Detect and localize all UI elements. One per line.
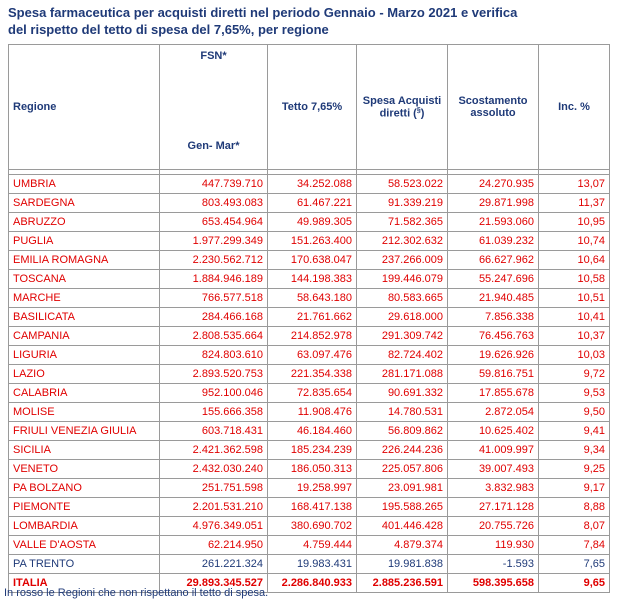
table-row xyxy=(9,327,610,346)
cell-scost: 39.007.493 xyxy=(448,460,539,479)
cell-fsn: 4.976.349.051 xyxy=(160,517,268,536)
cell-regione: UMBRIA xyxy=(9,175,160,194)
cell-spesa: 56.809.862 xyxy=(357,422,448,441)
cell-scost: 59.816.751 xyxy=(448,365,539,384)
cell-scost: 20.755.726 xyxy=(448,517,539,536)
table-row xyxy=(9,441,610,460)
cell-scost: 10.625.402 xyxy=(448,422,539,441)
cell-regione: VALLE D'AOSTA xyxy=(9,536,160,555)
table-row xyxy=(9,270,610,289)
table-row xyxy=(9,346,610,365)
table-row xyxy=(9,213,610,232)
cell-scost: 66.627.962 xyxy=(448,251,539,270)
cell-regione: PA TRENTO xyxy=(9,555,160,574)
cell-fsn: 2.230.562.712 xyxy=(160,251,268,270)
footnote: In rosso le Regioni che non rispettano il tetto di spesa. xyxy=(4,587,269,599)
cell-scost: 119.930 xyxy=(448,536,539,555)
header-spesa-line2: diretti (§) xyxy=(379,106,425,120)
cell-inc: 8,07 xyxy=(539,517,610,536)
cell-inc: 13,07 xyxy=(539,175,610,194)
cell-fsn: 62.214.950 xyxy=(160,536,268,555)
cell-fsn: 1.884.946.189 xyxy=(160,270,268,289)
table-row xyxy=(9,365,610,384)
cell-fsn: 261.221.324 xyxy=(160,555,268,574)
cell-regione: TOSCANA xyxy=(9,270,160,289)
cell-inc: 8,88 xyxy=(539,498,610,517)
header-spesa-line1: Spesa Acquisti xyxy=(362,94,442,107)
cell-spesa: 80.583.665 xyxy=(357,289,448,308)
cell-scost: 19.626.926 xyxy=(448,346,539,365)
cell-inc: 10,51 xyxy=(539,289,610,308)
cell-regione: MARCHE xyxy=(9,289,160,308)
cell-scost: 21.940.485 xyxy=(448,289,539,308)
cell-spesa: 90.691.332 xyxy=(357,384,448,403)
cell-scost: -1.593 xyxy=(448,555,539,574)
header-tetto: Tetto 7,65% xyxy=(268,45,357,170)
cell-spesa: 226.244.236 xyxy=(357,441,448,460)
cell-regione: EMILIA ROMAGNA xyxy=(9,251,160,270)
table-row xyxy=(9,289,610,308)
cell-tetto: 170.638.047 xyxy=(268,251,357,270)
header-regione: Regione xyxy=(9,45,160,170)
table-row xyxy=(9,555,610,574)
table-row xyxy=(9,460,610,479)
cell-inc: 9,50 xyxy=(539,403,610,422)
cell-fsn: 603.718.431 xyxy=(160,422,268,441)
cell-tetto: 19.258.997 xyxy=(268,479,357,498)
table-body xyxy=(9,175,610,593)
header-scost-line1: Scostamento xyxy=(458,95,528,107)
cell-fsn: 251.751.598 xyxy=(160,479,268,498)
cell-regione: VENETO xyxy=(9,460,160,479)
cell-spesa: 225.057.806 xyxy=(357,460,448,479)
total-inc: 9,65 xyxy=(539,574,610,593)
table-row xyxy=(9,232,610,251)
cell-tetto: 49.989.305 xyxy=(268,213,357,232)
cell-fsn: 2.421.362.598 xyxy=(160,441,268,460)
cell-inc: 9,34 xyxy=(539,441,610,460)
cell-regione: PIEMONTE xyxy=(9,498,160,517)
cell-tetto: 221.354.338 xyxy=(268,365,357,384)
table-row xyxy=(9,498,610,517)
cell-spesa: 401.446.428 xyxy=(357,517,448,536)
cell-scost: 24.270.935 xyxy=(448,175,539,194)
cell-regione: PUGLIA xyxy=(9,232,160,251)
cell-tetto: 34.252.088 xyxy=(268,175,357,194)
table-row xyxy=(9,422,610,441)
page-title xyxy=(8,4,608,38)
cell-fsn: 653.454.964 xyxy=(160,213,268,232)
cell-inc: 9,17 xyxy=(539,479,610,498)
cell-scost: 55.247.696 xyxy=(448,270,539,289)
cell-fsn: 447.739.710 xyxy=(160,175,268,194)
cell-inc: 10,64 xyxy=(539,251,610,270)
cell-tetto: 144.198.383 xyxy=(268,270,357,289)
cell-regione: LOMBARDIA xyxy=(9,517,160,536)
cell-regione: MOLISE xyxy=(9,403,160,422)
spending-table xyxy=(8,44,610,593)
cell-inc: 7,65 xyxy=(539,555,610,574)
total-regione: ITALIA xyxy=(9,574,160,593)
cell-inc: 10,74 xyxy=(539,232,610,251)
cell-inc: 10,03 xyxy=(539,346,610,365)
header-row xyxy=(9,45,610,170)
cell-spesa: 199.446.079 xyxy=(357,270,448,289)
total-fsn: 29.893.345.527 xyxy=(160,574,268,593)
cell-spesa: 4.879.374 xyxy=(357,536,448,555)
header-spesa xyxy=(357,45,448,170)
cell-tetto: 151.263.400 xyxy=(268,232,357,251)
cell-spesa: 82.724.402 xyxy=(357,346,448,365)
cell-regione: PA BOLZANO xyxy=(9,479,160,498)
cell-tetto: 63.097.476 xyxy=(268,346,357,365)
cell-spesa: 71.582.365 xyxy=(357,213,448,232)
cell-tetto: 72.835.654 xyxy=(268,384,357,403)
cell-spesa: 212.302.632 xyxy=(357,232,448,251)
cell-regione: SICILIA xyxy=(9,441,160,460)
title-line-1: Spesa farmaceutica per acquisti diretti nel periodo Gennaio - Marzo 2021 e verifica xyxy=(8,5,518,20)
cell-fsn: 824.803.610 xyxy=(160,346,268,365)
total-scost: 598.395.658 xyxy=(448,574,539,593)
header-fsn-top: FSN* xyxy=(200,50,227,62)
cell-tetto: 214.852.978 xyxy=(268,327,357,346)
total-spesa: 2.885.236.591 xyxy=(357,574,448,593)
cell-scost: 2.872.054 xyxy=(448,403,539,422)
cell-scost: 61.039.232 xyxy=(448,232,539,251)
cell-tetto: 58.643.180 xyxy=(268,289,357,308)
cell-regione: CALABRIA xyxy=(9,384,160,403)
cell-tetto: 61.467.221 xyxy=(268,194,357,213)
table-row xyxy=(9,175,610,194)
cell-fsn: 284.466.168 xyxy=(160,308,268,327)
cell-tetto: 4.759.444 xyxy=(268,536,357,555)
cell-inc: 9,41 xyxy=(539,422,610,441)
cell-spesa: 23.091.981 xyxy=(357,479,448,498)
cell-scost: 41.009.997 xyxy=(448,441,539,460)
header-fsn xyxy=(160,45,268,170)
total-tetto: 2.286.840.933 xyxy=(268,574,357,593)
cell-inc: 10,37 xyxy=(539,327,610,346)
cell-spesa: 58.523.022 xyxy=(357,175,448,194)
cell-regione: ABRUZZO xyxy=(9,213,160,232)
cell-tetto: 19.983.431 xyxy=(268,555,357,574)
header-scostamento xyxy=(448,45,539,170)
cell-spesa: 29.618.000 xyxy=(357,308,448,327)
cell-fsn: 155.666.358 xyxy=(160,403,268,422)
cell-inc: 11,37 xyxy=(539,194,610,213)
cell-spesa: 291.309.742 xyxy=(357,327,448,346)
cell-scost: 27.171.128 xyxy=(448,498,539,517)
cell-fsn: 766.577.518 xyxy=(160,289,268,308)
table-row xyxy=(9,517,610,536)
cell-spesa: 19.981.838 xyxy=(357,555,448,574)
cell-scost: 29.871.998 xyxy=(448,194,539,213)
cell-inc: 9,53 xyxy=(539,384,610,403)
cell-regione: LAZIO xyxy=(9,365,160,384)
cell-scost: 21.593.060 xyxy=(448,213,539,232)
header-scost-line2: assoluto xyxy=(470,107,516,119)
cell-fsn: 2.893.520.753 xyxy=(160,365,268,384)
table-row xyxy=(9,308,610,327)
cell-scost: 17.855.678 xyxy=(448,384,539,403)
cell-spesa: 195.588.265 xyxy=(357,498,448,517)
cell-inc: 9,72 xyxy=(539,365,610,384)
table-row xyxy=(9,251,610,270)
table-row xyxy=(9,194,610,213)
cell-spesa: 237.266.009 xyxy=(357,251,448,270)
cell-scost: 7.856.338 xyxy=(448,308,539,327)
cell-spesa: 14.780.531 xyxy=(357,403,448,422)
cell-regione: FRIULI VENEZIA GIULIA xyxy=(9,422,160,441)
cell-regione: SARDEGNA xyxy=(9,194,160,213)
cell-tetto: 46.184.460 xyxy=(268,422,357,441)
cell-spesa: 281.171.088 xyxy=(357,365,448,384)
cell-tetto: 380.690.702 xyxy=(268,517,357,536)
cell-scost: 3.832.983 xyxy=(448,479,539,498)
cell-fsn: 952.100.046 xyxy=(160,384,268,403)
cell-fsn: 2.432.030.240 xyxy=(160,460,268,479)
table-row xyxy=(9,536,610,555)
cell-inc: 7,84 xyxy=(539,536,610,555)
table-row xyxy=(9,384,610,403)
cell-tetto: 185.234.239 xyxy=(268,441,357,460)
cell-regione: LIGURIA xyxy=(9,346,160,365)
cell-regione: CAMPANIA xyxy=(9,327,160,346)
cell-fsn: 803.493.083 xyxy=(160,194,268,213)
header-fsn-bottom: Gen- Mar* xyxy=(187,140,240,152)
table-row xyxy=(9,403,610,422)
cell-fsn: 2.201.531.210 xyxy=(160,498,268,517)
header-inc: Inc. % xyxy=(539,45,610,170)
cell-inc: 9,25 xyxy=(539,460,610,479)
cell-inc: 10,58 xyxy=(539,270,610,289)
cell-tetto: 11.908.476 xyxy=(268,403,357,422)
cell-scost: 76.456.763 xyxy=(448,327,539,346)
cell-regione: BASILICATA xyxy=(9,308,160,327)
cell-spesa: 91.339.219 xyxy=(357,194,448,213)
cell-inc: 10,41 xyxy=(539,308,610,327)
cell-fsn: 2.808.535.664 xyxy=(160,327,268,346)
title-line-2: del rispetto del tetto di spesa del 7,65%, per regione xyxy=(8,22,329,37)
cell-inc: 10,95 xyxy=(539,213,610,232)
cell-tetto: 168.417.138 xyxy=(268,498,357,517)
cell-tetto: 21.761.662 xyxy=(268,308,357,327)
table-row xyxy=(9,479,610,498)
cell-fsn: 1.977.299.349 xyxy=(160,232,268,251)
cell-tetto: 186.050.313 xyxy=(268,460,357,479)
